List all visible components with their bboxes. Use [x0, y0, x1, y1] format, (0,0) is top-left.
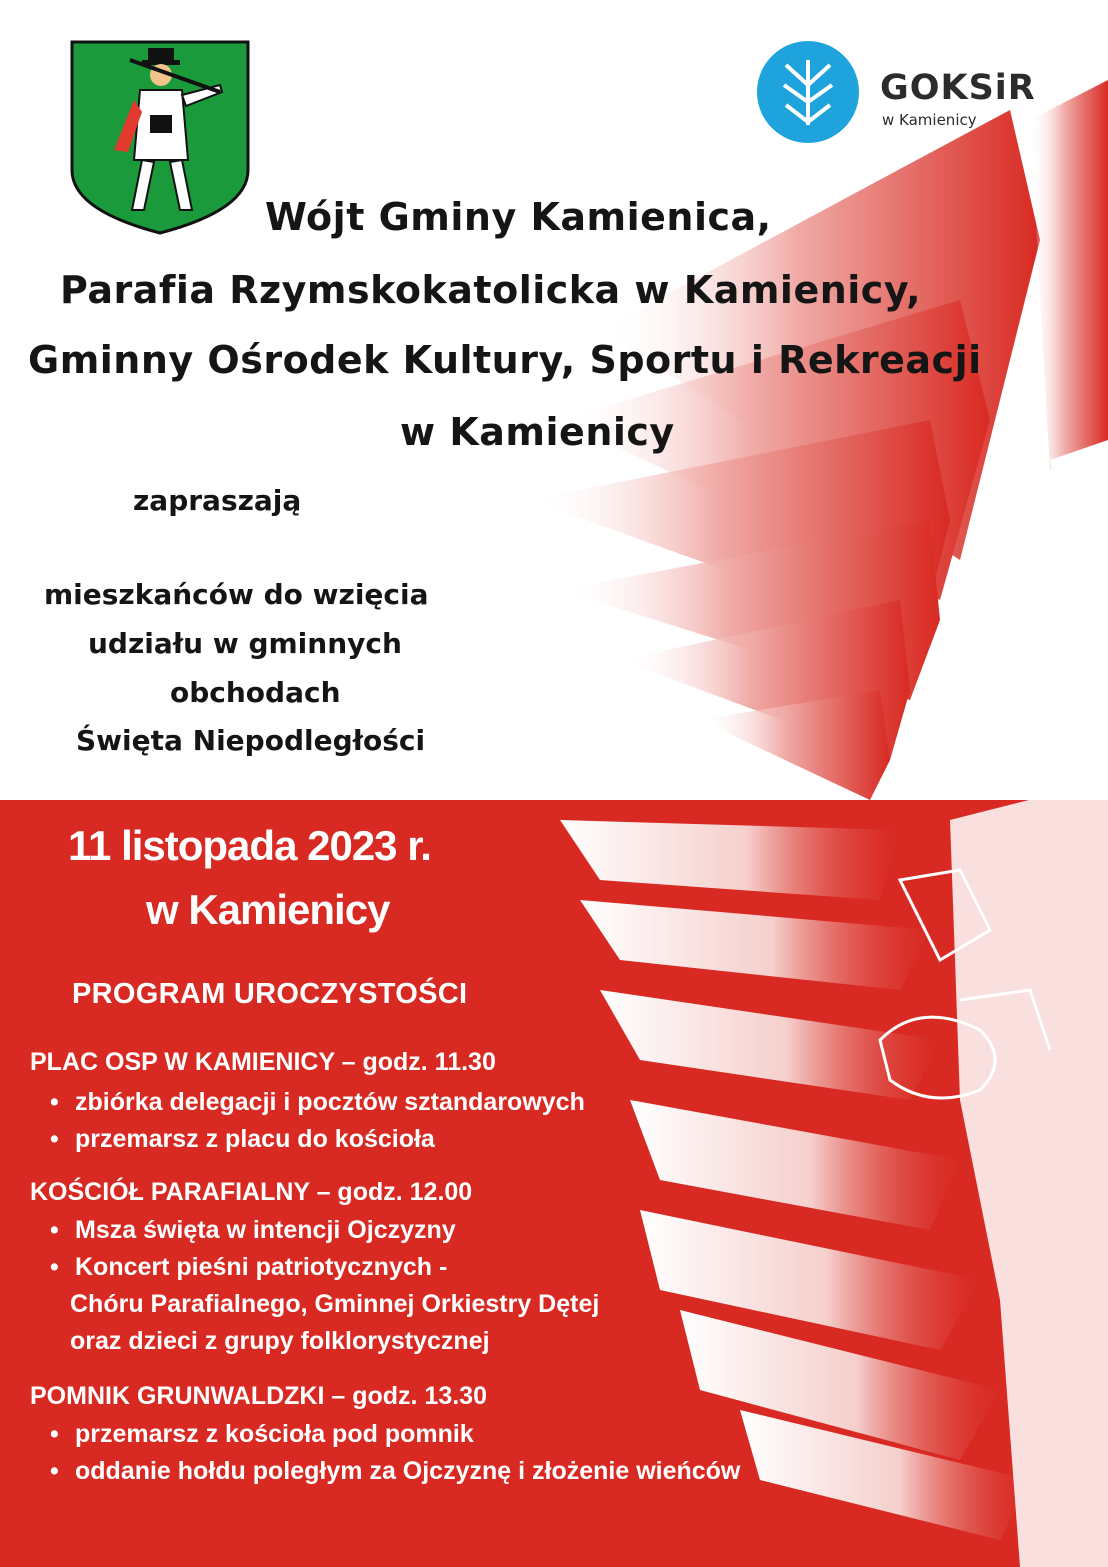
invite-line-1: mieszkańców do wzięcia: [44, 578, 429, 611]
list-item: [50, 1084, 585, 1121]
section-list-3: [50, 1416, 740, 1490]
invite-line-2: udziału w gminnych: [88, 627, 402, 660]
list-item: [50, 1121, 585, 1158]
list-item-text: zbiórka delegacji i pocztów sztandarowych: [75, 1088, 585, 1116]
organiser-line-1: Wójt Gminy Kamienica,: [265, 195, 772, 239]
list-item-text: przemarsz z placu do kościoła: [75, 1125, 435, 1153]
organiser-line-3: Gminny Ośrodek Kultury, Sportu i Rekreacji: [28, 338, 982, 382]
list-item-continuation: oraz dzieci z grupy folklorystycznej: [70, 1327, 490, 1355]
invite-verb: zapraszają: [133, 484, 302, 517]
section-heading-2: KOŚCIÓŁ PARAFIALNY – godz. 12.00: [30, 1178, 473, 1206]
organiser-line-2: Parafia Rzymskokatolicka w Kamienicy,: [60, 268, 922, 312]
list-item: [50, 1416, 740, 1453]
list-item-text: oddanie hołdu poległym za Ojczyznę i złożenie wieńców: [75, 1457, 741, 1485]
organiser-line-4: w Kamienicy: [400, 410, 675, 454]
list-item: [50, 1453, 740, 1490]
event-place: w Kamienicy: [146, 886, 390, 933]
list-item-text: przemarsz z kościoła pod pomnik: [75, 1420, 474, 1448]
event-date: 11 listopada 2023 r.: [68, 822, 431, 869]
invite-line-4: Święta Niepodległości: [76, 724, 426, 757]
goksir-emblem-icon: [756, 40, 860, 144]
invite-line-3: obchodach: [170, 676, 341, 709]
section-list-2: [50, 1212, 599, 1360]
list-item-text: Koncert pieśni patriotycznych -: [75, 1253, 448, 1281]
section-list-1: [50, 1084, 585, 1158]
goksir-name: GOKSiR: [880, 68, 1036, 108]
section-heading-3: POMNIK GRUNWALDZKI – godz. 13.30: [30, 1382, 487, 1410]
coat-of-arms-icon: [70, 40, 250, 235]
list-item-continuation: Chóru Parafialnego, Gminnej Orkiestry Dętej: [70, 1290, 600, 1318]
section-heading-1: PLAC OSP W KAMIENICY – godz. 11.30: [30, 1048, 496, 1076]
list-item: [50, 1249, 599, 1360]
goksir-subtitle: w Kamienicy: [882, 111, 977, 129]
list-item: [50, 1212, 599, 1249]
list-item-text: Msza święta w intencji Ojczyzny: [75, 1216, 456, 1244]
program-title: PROGRAM UROCZYSTOŚCI: [72, 978, 468, 1010]
